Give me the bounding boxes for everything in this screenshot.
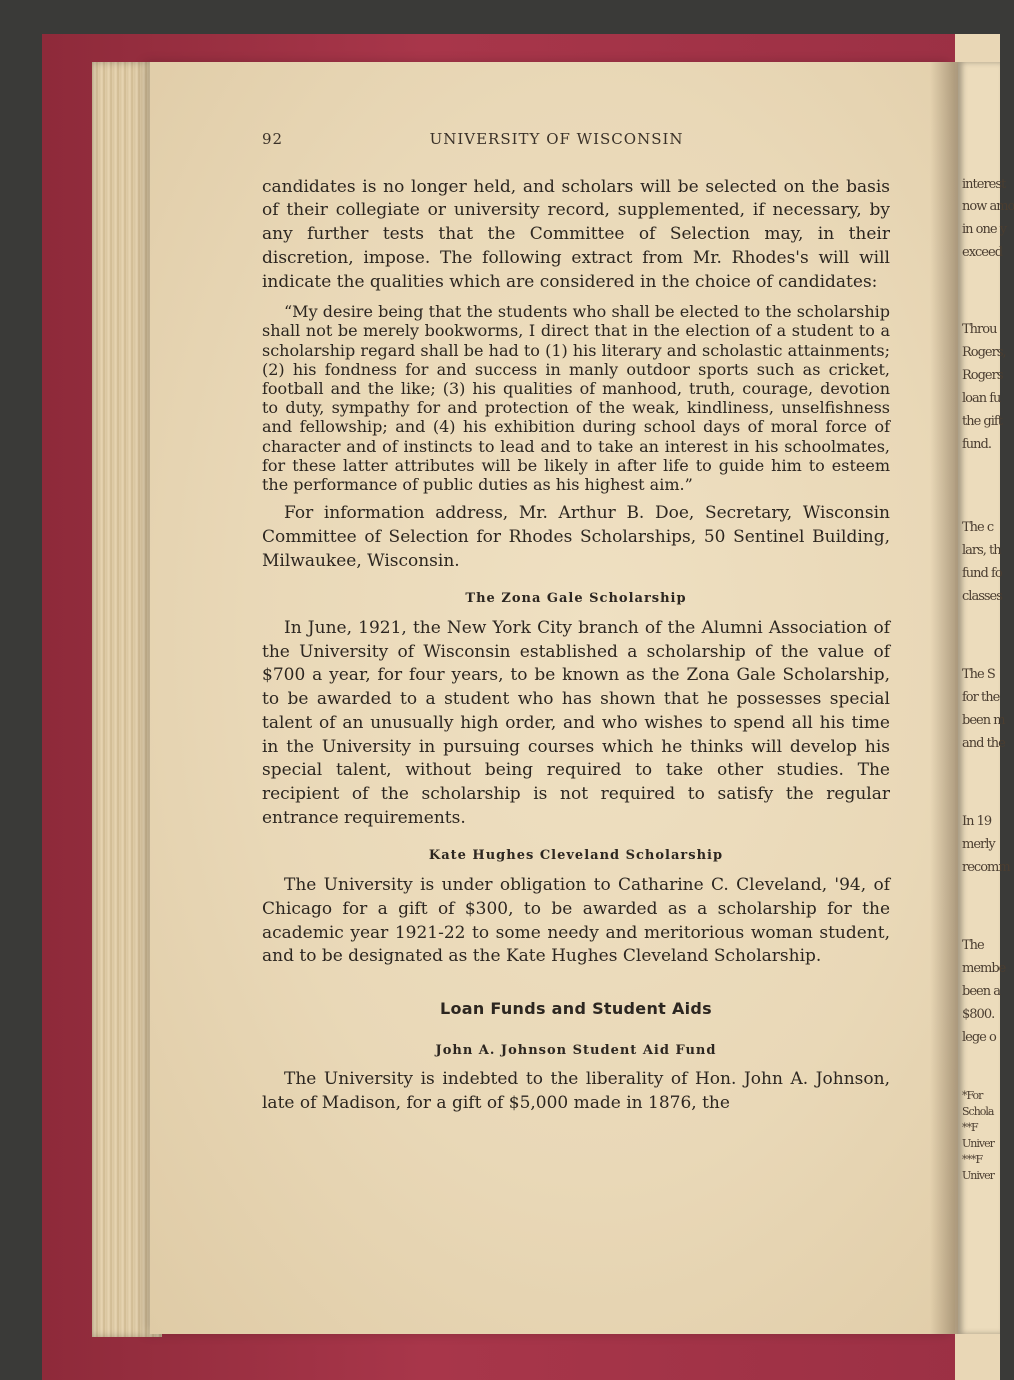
next-page-fragment: and the	[962, 736, 1005, 751]
johnson-fund-heading: John A. Johnson Student Aid Fund	[435, 1042, 717, 1058]
rhodes-paragraph: candidates is no longer held, and scholars will be selected on the basis of their collegiate or university record, supplemented, if necessary, by any further tests that the Committee of Selection may, in their discretion, impose. The following extract from Mr. Rhodes's will will indicate the qualities which are considered in the choice of candidates:	[262, 176, 890, 292]
next-page-fragment: The S	[962, 667, 995, 682]
next-page-fragment: for the	[962, 690, 1000, 705]
next-page-fragment: *For	[962, 1089, 983, 1102]
next-page-fragment: recomm	[962, 860, 1010, 875]
next-page-fragment: The	[962, 938, 984, 953]
loan-funds-heading: Loan Funds and Student Aids	[439, 998, 713, 1018]
gutter-shadow	[930, 62, 958, 1334]
next-page-fragment: Rogers,	[962, 345, 1006, 360]
next-page-fragment: The c	[962, 520, 994, 535]
running-title: UNIVERSITY OF WISCONSIN	[429, 130, 684, 148]
next-page-fragment: lege o	[962, 1030, 996, 1045]
next-page-fragment: Univer	[962, 1137, 994, 1150]
rhodes-will-quote: “My desire being that the students who shall be elected to the scholarship shall not be merely bookworms, I direct that in the election of a student to a scholarship regard shall be had to (1) his literary and scholastic attainments; (2) his fondness for and success in manly outdoor sports such as cricket, football and the like; (3) his qualities of manhood, truth, courage, devotion to duty, sympathy for and protection of the weak, kindliness, unselfishness and fellowship; and (4) his exhibition during school days of moral force of character and of instincts to lead and to take an interest in his schoolmates, for these latter attributes will be likely in after life to guide him to esteem the performance of public duties as his highest aim.”	[262, 302, 890, 495]
next-page-fragment: Schola	[962, 1105, 994, 1118]
zona-gale-body: In June, 1921, the New York City branch of the Alumni Association of the University of Wisconsin established a scholarship of the value of $700 a year, for four years, to be known as the Zona Gale Scholarship, to be awarded to a student who has shown that he possesses special talent of an unusually high order, and who wishes to spend all his time in the University in pursuing courses which he thinks will develop his special talent, without being required to take other studies. The recipient of the scholarship is not required to satisfy the regular entrance requirements.	[262, 618, 890, 828]
next-page-fragment: merly	[962, 837, 995, 852]
next-page-fragment: been m	[962, 713, 1005, 728]
next-page-fragment: loan fu	[962, 391, 1001, 406]
next-page-fragment: interest	[962, 177, 1006, 192]
kate-hughes-body: The University is under obligation to Catharine C. Cleveland, '94, of Chicago for a gift of $300, to be awarded as a scholarship for the academic year 1921-22 to some needy and meritorious woman student, and to be designated as the Kate Hughes Cleveland Scholarship.	[262, 875, 890, 967]
next-page-fragment: in one y	[962, 222, 1007, 237]
next-page-fragment: Throu	[962, 322, 997, 337]
next-page-fragment: ***F	[962, 1153, 983, 1166]
running-header	[262, 128, 890, 152]
next-page-fragment: classes	[962, 589, 1002, 604]
rhodes-contact-paragraph: For information address, Mr. Arthur B. Doe, Secretary, Wisconsin Committee of Selection for Rhodes Scholarships, 50 Sentinel Building, Milwaukee, Wisconsin.	[262, 503, 890, 571]
next-page-fragment: In 19	[962, 814, 992, 829]
next-page-fragment: **F	[962, 1121, 978, 1134]
johnson-fund-body: The University is indebted to the liberality of Hon. John A. Johnson, late of Madison, for a gift of $5,000 made in 1876, the	[262, 1069, 890, 1114]
next-page-strip	[958, 62, 1014, 1334]
next-page-fragment: fund.	[962, 437, 992, 452]
next-page-fragment: Univer	[962, 1169, 994, 1182]
next-page-fragment: been a	[962, 984, 1000, 999]
next-page-fragment: fund fo	[962, 566, 1002, 581]
next-page-fragment: Rogers	[962, 368, 1003, 383]
next-page-fragment: $800.	[962, 1007, 995, 1022]
kate-hughes-heading: Kate Hughes Cleveland Scholarship	[428, 848, 724, 864]
page-content	[262, 128, 890, 1116]
zona-gale-heading: The Zona Gale Scholarship	[465, 591, 687, 607]
next-page-fragment: now amo	[962, 199, 1014, 214]
next-page-fragment: lars, th	[962, 543, 1001, 558]
next-page-fragment: the gift	[962, 414, 1002, 429]
next-page-fragment: membe	[962, 961, 1006, 976]
page-number: 92	[262, 130, 284, 148]
next-page-fragment: exceed	[962, 245, 1003, 260]
